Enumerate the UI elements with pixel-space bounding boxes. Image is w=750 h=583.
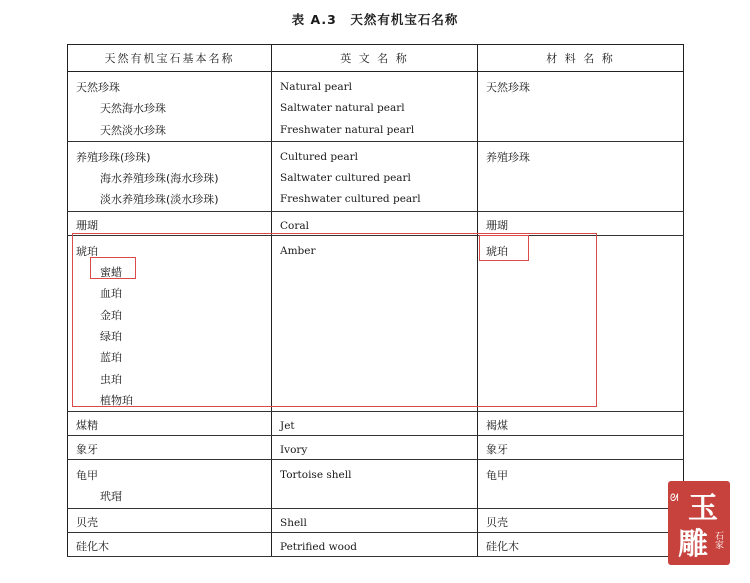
table-row: [68, 141, 684, 211]
material-name: 琥珀: [486, 244, 508, 258]
basic-name-cell: [68, 508, 272, 532]
basic-name-cell: [68, 211, 272, 235]
english-name: Petrified wood: [280, 540, 358, 553]
gem-subname: 绿珀: [100, 329, 122, 343]
material-name-cell: [478, 211, 684, 235]
material-name-cell: [478, 141, 684, 211]
basic-name-cell: [68, 436, 272, 460]
english-name: Saltwater natural pearl: [280, 102, 405, 115]
english-name: Cultured pearl: [280, 150, 359, 163]
english-name-cell: [272, 532, 478, 556]
material-name-cell: [478, 436, 684, 460]
english-name: Tortoise shell: [280, 469, 352, 482]
english-name: Ivory: [280, 444, 308, 457]
english-name-cell: [272, 436, 478, 460]
gem-subname: 血珀: [100, 287, 122, 301]
gem-subname: 天然淡水珍珠: [100, 123, 166, 137]
english-name: Freshwater natural pearl: [280, 123, 415, 136]
gem-subname: 海水养殖珍珠(海水珍珠): [100, 172, 219, 186]
material-name-cell: [478, 508, 684, 532]
material-name: 硅化木: [486, 539, 519, 553]
english-name-cell: [272, 72, 478, 142]
gem-name: 天然珍珠: [76, 81, 120, 94]
material-name-cell: [478, 460, 684, 509]
header-basic-name: 天然有机宝石基本名称: [68, 45, 272, 72]
english-name-cell: [272, 141, 478, 211]
gem-subname: 虫珀: [100, 372, 122, 386]
table-title: 表 A.3 天然有机宝石名称: [291, 12, 459, 27]
english-name: Amber: [280, 244, 316, 257]
amber-material-highlight-box: [479, 235, 529, 261]
table-row: [68, 72, 684, 142]
material-name: 贝壳: [486, 515, 508, 529]
material-name: 珊瑚: [486, 218, 508, 232]
material-name: 龟甲: [486, 469, 508, 483]
english-name-cell: [272, 412, 478, 436]
basic-name-cell: [68, 141, 272, 211]
table-row: [68, 532, 684, 556]
table-row: [68, 436, 684, 460]
table-row: [68, 211, 684, 235]
material-name-cell: [478, 532, 684, 556]
gem-name: 琥珀: [76, 244, 98, 258]
table-header-row: [68, 45, 684, 72]
english-name: Freshwater cultured pearl: [280, 193, 421, 206]
material-name-cell: [478, 72, 684, 142]
english-name: Natural pearl: [280, 81, 352, 93]
english-name: Shell: [280, 516, 307, 529]
english-name-cell: [272, 508, 478, 532]
gem-name: 贝壳: [76, 515, 98, 529]
basic-name-cell: [68, 72, 272, 142]
gem-subname: 玳瑁: [100, 490, 122, 504]
english-name: Saltwater cultured pearl: [280, 172, 411, 185]
material-name-cell: [478, 412, 684, 436]
seal-char-1: 玉: [688, 491, 718, 526]
header-english-name: 英 文 名 称: [272, 45, 478, 72]
material-name: 天然珍珠: [486, 81, 530, 94]
material-name: 象牙: [486, 443, 508, 457]
gem-name: 硅化木: [76, 539, 109, 553]
gem-name: 龟甲: [76, 469, 98, 483]
table-row: [68, 412, 684, 436]
gem-subname: 淡水养殖珍珠(淡水珍珠): [100, 193, 219, 207]
gem-subname: 蓝珀: [100, 351, 122, 365]
english-name: Coral: [280, 219, 309, 232]
english-name-cell: [272, 460, 478, 509]
basic-name-cell: [68, 532, 272, 556]
seal-char-2: 雕: [678, 527, 708, 562]
gem-name: 煤精: [76, 419, 98, 433]
material-name: 褐煤: [486, 419, 508, 433]
header-material-name: 材 料 名 称: [478, 45, 684, 72]
table-row: [68, 460, 684, 509]
gem-name: 养殖珍珠(珍珠): [76, 150, 151, 164]
gem-subname: 植物珀: [100, 393, 133, 407]
seal-stamp: [668, 481, 730, 565]
table-row: [68, 508, 684, 532]
gem-subname: 金珀: [100, 308, 122, 322]
gem-name: 珊瑚: [76, 218, 98, 232]
gem-subname: 蜜蜡: [100, 266, 122, 280]
english-name-cell: [272, 211, 478, 235]
gem-name: 象牙: [76, 443, 98, 457]
english-name: Jet: [280, 420, 295, 433]
seal-small-text: 石家: [713, 531, 723, 549]
seal-curl-ornament: ᘛ: [670, 493, 679, 504]
beeswax-highlight-box: [90, 257, 136, 279]
basic-name-cell: [68, 460, 272, 509]
gem-subname: 天然海水珍珠: [100, 102, 166, 116]
basic-name-cell: [68, 412, 272, 436]
material-name: 养殖珍珠: [486, 150, 530, 164]
